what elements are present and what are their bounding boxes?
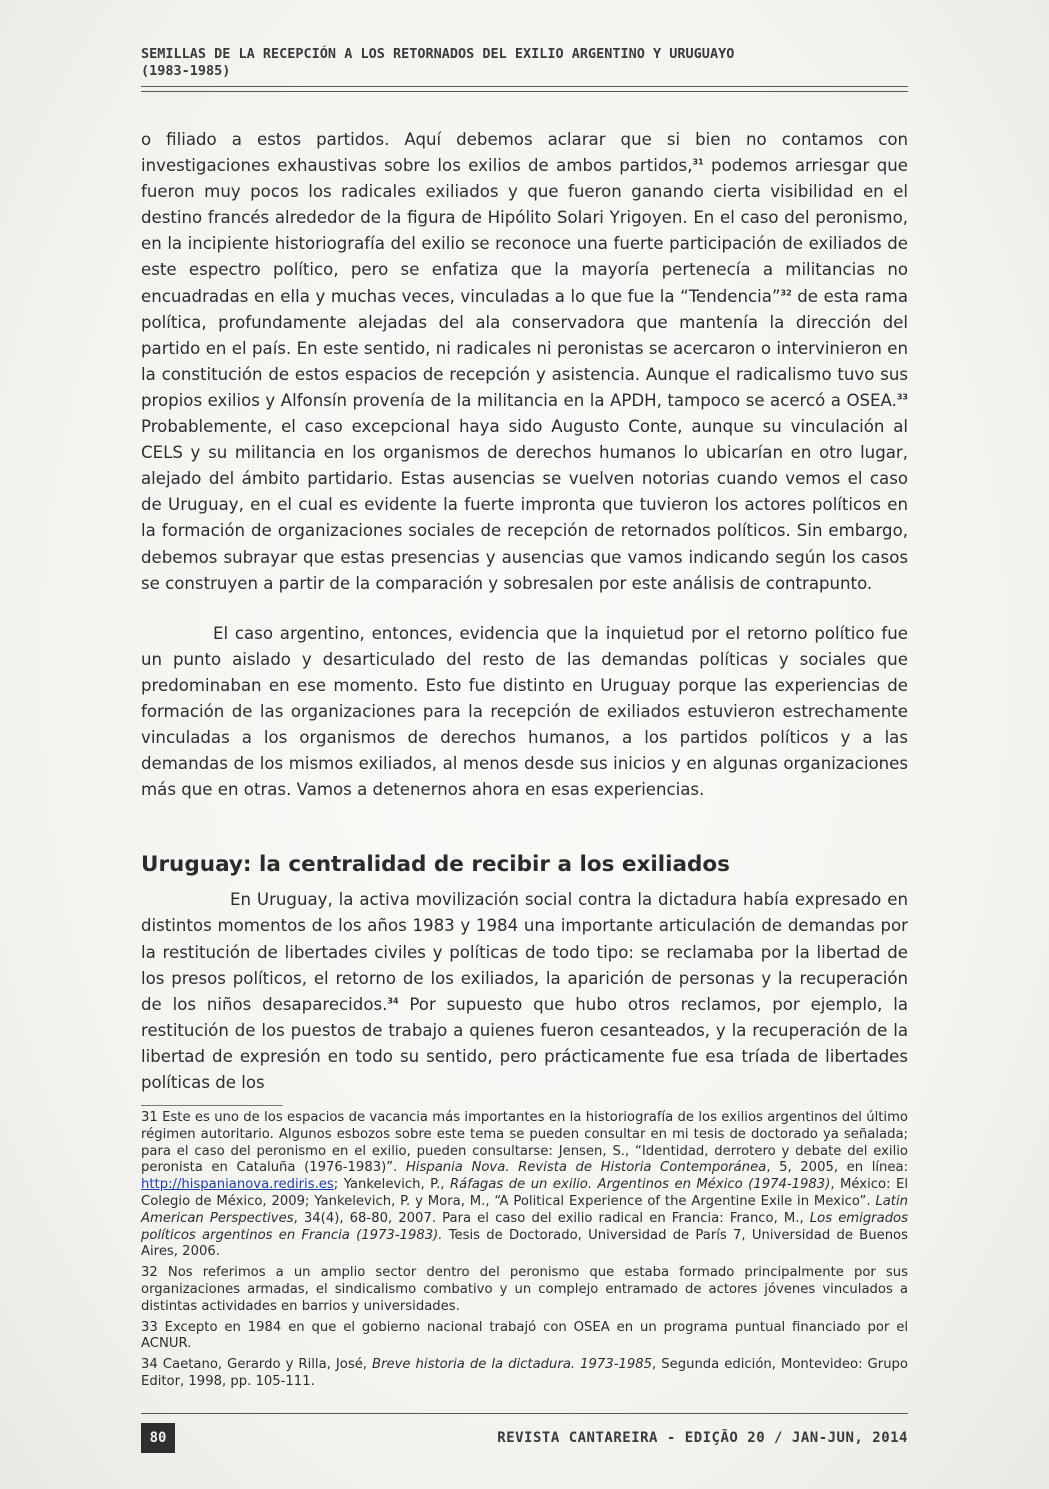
text-run: , México: El Colegio de México, 2009; Yankelevich, P. y Mora, M., “A Political Experience of the Argentine Exile in Mexico”. [141,1177,909,1209]
text-run: Por supuesto que hubo otros reclamos, por ejemplo, la restitución de los puestos de trabajo a quienes fueron cesanteados, y la recuperación de la libertad de expresión en todo su sentido, pero prácticamente fue esa tríada de libertades políticas de los [141,994,908,1092]
text-run: Tesis de Doctorado, Universidad de París 7, Universidad de Buenos Aires, 2006. [141,1227,908,1260]
citation-title: Ráfagas de un exilio. Argentinos en México (1974-1983) [449,1177,831,1193]
footnote-32: 32 Nos referimos a un amplio sector dentro del peronismo que estaba formado principalmente por sus organizaciones armadas, el sindicalismo combativo y un complejo entramado de actores jóvenes vinculados a distintas actividades en barrios y universidades. [141,1265,908,1314]
text-run: , Segunda edición, Montevideo: Grupo Editor, 1998, pp. 105-111. [141,1357,908,1389]
citation-title: Latin American Perspectives [141,1193,908,1226]
text-run: o filiado a estos partidos. Aquí debemos aclarar que si bien no contamos con investigaciones exhaustivas sobre los exilios de ambos partidos, [141,130,908,176]
footnote-31 [141,1110,908,1261]
citation-title: Breve historia de la dictadura. 1973-1985 [372,1357,653,1373]
citation-title: Los emigrados políticos argentinos en Francia (1973-1983). [141,1210,908,1243]
text-run: En Uruguay, la activa movilización social contra la dictadura había expresado en distintos momentos de los años 1983 y 1984 una importante articulación de demandas por la restitución de libertades civiles y políticas de todo tipo: se reclamaba por la libertad de los presos políticos, el retorno de los exiliados, la aparición de personas y la recuperación de los niños desaparecidos. [141,890,908,1014]
footnotes [141,1110,908,1395]
footnote-ref-32[interactable]: 32 [780,288,792,298]
text-run: ; Yankelevich, P., [333,1177,450,1193]
text-run: Probablemente, el caso excepcional haya sido Augusto Conte, aunque su vinculación al CELS y su militancia en los organismos de derechos humanos lo ubicarían en otro lugar, alejado del ámbito partidario. Estas ausencias se vuelven notorias cuando vemos el caso de Uruguay, en el cual es evidente la fuerte impronta que tuvieron los actores políticos en la formación de organizaciones sociales de recepción de retornados políticos. Sin embargo, debemos subrayar que estas presencias y ausencias que vamos indicando según los casos se construyen a partir de la comparación y sobresalen por este análisis de contrapunto. [141,417,908,593]
footnote-34 [141,1357,908,1391]
paragraph [141,887,908,1096]
text-run: , 34(4), 68-80, 2007. Para el caso del exilio radical en Francia: Franco, M., [293,1210,810,1226]
page-number: 80 [141,1423,175,1453]
header-double-rule [141,86,908,92]
footnote-ref-34[interactable]: 34 [387,996,399,1006]
section-heading: Uruguay: la centralidad de recibir a los exiliados [141,852,730,878]
footer-rule [141,1413,908,1414]
footnote-separator [141,1105,283,1106]
journal-footer: REVISTA CANTAREIRA - EDIÇÃO 20 / JAN-JUN, 2014 [497,1430,908,1446]
text-run: podemos arriesgar que fueron muy pocos los radicales exiliados y que fueron ganando cierta visibilidad en el destino francés alrededor de la figura de Hipólito Solari Yrigoyen. En el caso del peronismo, en la incipiente historiografía del exilio se reconoce una fuerte participación de exiliados de este espectro político, pero se enfatiza que la mayoría pertenecía a militancias no encuadradas en ella y muchas veces, vinculadas a lo que fue la “Tendencia” [141,156,909,306]
text-run: 31 Este es uno de los espacios de vacancia más importantes en la historiografía de los exilios argentinos del último régimen autoritario. Algunos esbozos sobre este tema se pueden consultar en mi tesis de doctorado ya señalada; para el caso del peronismo en el exilio, pueden consultarse: Jensen, S., “Identidad, derrotero y debate del exilio peronista en Cataluña (1976-1983)”. [141,1110,908,1176]
hispanianova-link[interactable]: http://hispanianova.rediris.es [141,1177,334,1193]
running-header-title: SEMILLAS DE LA RECEPCIÓN A LOS RETORNADOS DEL EXILIO ARGENTINO Y URUGUAYO [141,46,735,62]
paragraph [141,127,908,597]
footnote-ref-33[interactable]: 33 [896,392,908,402]
text-run: 34 Caetano, Gerardo y Rilla, José, [141,1357,373,1373]
text-run: , 5, 2005, en línea: [766,1160,909,1176]
footnote-ref-31[interactable]: 31 [692,157,704,167]
citation-title: Hispania Nova. Revista de Historia Contemporánea [405,1160,767,1176]
article-body [141,127,908,1096]
running-header [141,46,908,80]
paragraph: El caso argentino, entonces, evidencia que la inquietud por el retorno político fue un punto aislado y desarticulado del resto de las demandas políticas y sociales que predominaban en ese momento. Esto fue distinto en Uruguay porque las experiencias de formación de las organizaciones para la recepción de exiliados estuvieron estrechamente vinculadas a los organismos de derechos humanos, a los partidos políticos y a las demandas de los mismos exiliados, al menos desde sus inicios y en algunas organizaciones más que en otras. Vamos a detenernos ahora en esas experiencias. [141,623,908,800]
text-run: de esta rama política, profundamente alejadas del ala conservadora que mantenía la dirección del partido en el país. En este sentido, ni radicales ni peronistas se acercaron o intervinieron en la constitución de estos espacios de recepción y asistencia. Aunque el radicalismo tuvo sus propios exilios y Alfonsín provenía de la militancia en la APDH, tampoco se acercó a OSEA. [141,286,908,410]
running-header-years: (1983-1985) [141,63,231,79]
footnote-33: 33 Excepto en 1984 en que el gobierno nacional trabajó con OSEA en un programa puntual financiado por el ACNUR. [141,1319,908,1352]
